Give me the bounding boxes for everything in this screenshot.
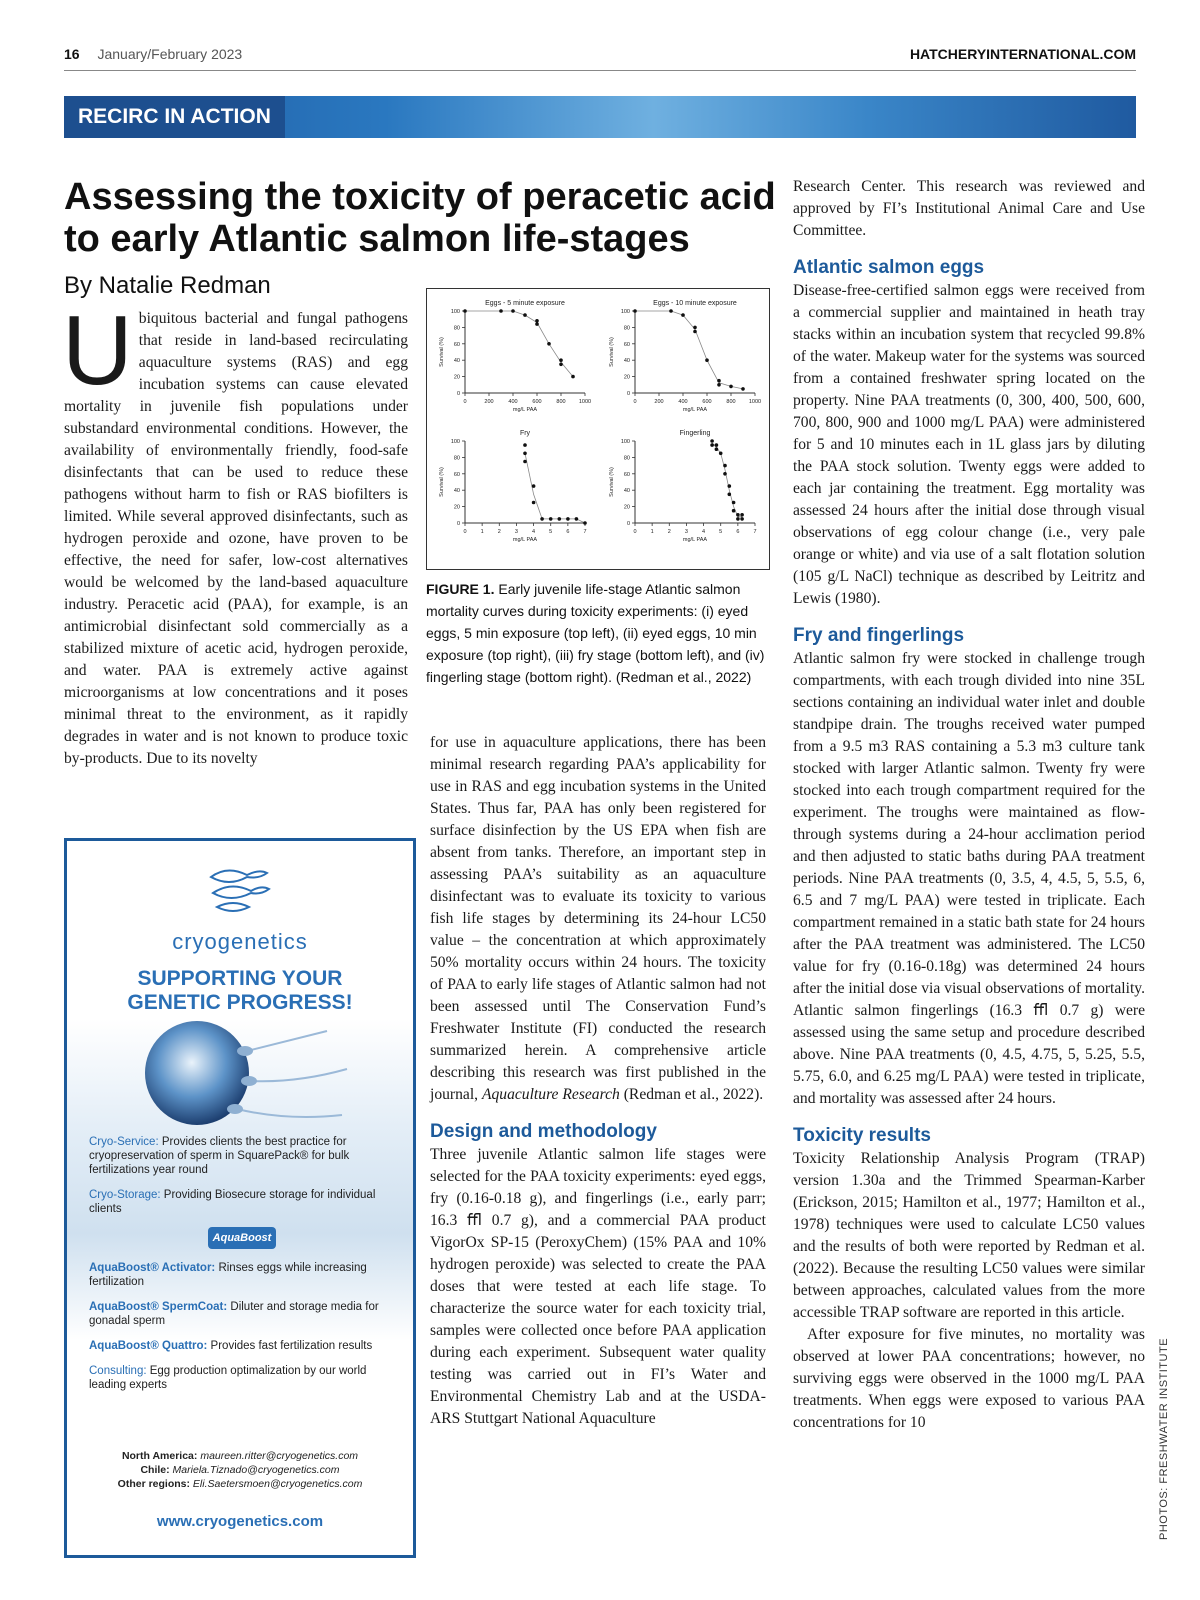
chart-title: Eggs - 5 minute exposure: [485, 300, 565, 307]
data-point: [710, 439, 714, 443]
caption-label: FIGURE 1.: [426, 581, 495, 597]
data-point: [558, 517, 562, 521]
ad-spermcoat: [89, 1300, 395, 1328]
y-tick-label: 20: [453, 374, 460, 381]
figure-caption: [426, 578, 776, 688]
data-point: [693, 326, 697, 330]
y-tick-label: 60: [623, 341, 630, 348]
y-tick-label: 60: [453, 471, 460, 478]
ad-headline-line-1: SUPPORTING YOUR: [137, 967, 343, 990]
data-point: [566, 517, 570, 521]
other-label: Other regions:: [117, 1478, 191, 1490]
col2-text: for use in aquaculture applications, there has been minimal research regarding PAA’s applicability for use in RAS and egg incubation systems in the United States. Thus far, PAA has only been registered for surface disinfection by the US EPA when fish are absent from tanks. Therefore, an important step in assessing PAA’s suitability as an aquaculture disinfectant was to evaluate its toxicity to various fish life stages by determining its 24-hour LC50 value – the concentration at which approximately 50% mortality occurs within 24 hours. The toxicity of PAA to early life stages of Atlantic salmon had not been assessed until The Conservation Fund’s Freshwater Institute (FI) conducted the research summarized herein. A comprehensive article describing this research was first published in the journal,: [430, 734, 766, 1103]
x-tick-label: 200: [484, 399, 494, 405]
x-tick-label: 2: [667, 529, 671, 535]
data-point: [728, 484, 732, 488]
y-tick-label: 20: [623, 374, 630, 381]
data-point: [633, 309, 637, 313]
data-point: [559, 358, 563, 362]
ad-cryo-storage: [89, 1188, 395, 1216]
section-banner: [64, 96, 1136, 138]
x-tick-label: 800: [726, 399, 736, 405]
chart-title: Eggs - 10 minute exposure: [653, 300, 737, 307]
data-point: [523, 313, 527, 317]
cryo-service-text: Provides clients the best practice for cryopreservation of sperm in SquarePack® for bulk fertilizations year round: [89, 1136, 350, 1176]
activator-label: AquaBoost® Activator:: [89, 1262, 216, 1274]
y-tick-label: 40: [623, 488, 630, 495]
data-point: [523, 443, 527, 447]
x-tick-label: 0: [463, 529, 467, 535]
x-tick-label: 0: [463, 399, 467, 405]
data-point: [717, 383, 721, 387]
data-point: [540, 517, 544, 521]
ad-quattro: [89, 1339, 395, 1353]
col3-continuation: Research Center. This research was reviewed and approved by FI’s Institutional Animal Care and Use Committee.: [793, 178, 1145, 239]
journal-name: Aquaculture Research: [481, 1086, 620, 1103]
fry-paragraph: Atlantic salmon fry were stocked in challenge trough compartments, with each trough divided into nine 35L sections containing an individual water inlet and double standpipe drain. The troughs received water pumped from a 9.5 m3 RAS containing a 5.3 m3 culture tank stocked with larger Atlantic salmon. Twenty fry were stocked into each trough compartment required for the experiment. The troughs were maintained as flow-through systems during a 24-hour acclimation period and then adjusted to static baths during PAA treatment periods. Nine PAA treatments (0, 3.5, 4, 4.5, 5, 5.5, 6, 6.5 and 7 mg/L PAA) were tested in triplicate. Each compartment remained in a static bath state for 24 hours after the PAA treatment was administered. The LC50 value for fry (0.16-0.18g) was determined 24 hours after the initial dose via visual observations of mortality. Atlantic salmon fingerlings (16.3 ﬄ 0.7 g) were assessed using the same setup and procedure described above. Nine PAA treatments (0, 4.5, 4.75, 5, 5.25, 5.5, 5.75, 6.0, and 6.25 mg/L PAA) were tested in triplicate, and mortality was assessed after 24 hours.: [793, 650, 1145, 1107]
data-point: [732, 509, 736, 513]
contact-north-america: [67, 1449, 413, 1463]
quattro-text: Provides fast fertilization results: [207, 1340, 373, 1352]
y-tick-label: 100: [450, 439, 460, 445]
design-paragraph: Three juvenile Atlantic salmon life stages were selected for the PAA toxicity experiments: eyed eggs, fry (0.16-0.18 g), and fingerlings (i.e., early parr; 16.3 ﬄ 0.7 g), and a commercial PAA product VigorOx SP-15 (PeroxyChem) (15% PAA and 10% hydrogen peroxide) was selected to create the PAA doses that were tested at each life stage. To characterize the source water for each toxicity trial, samples were collected once before PAA application during each experiment. Subsequent water quality testing was carried out in FI’s Water and Environmental Chemistry Lab and at the USDA-ARS Stuttgart National Aquaculture: [430, 1146, 766, 1427]
x-axis-label: mg/L PAA: [682, 407, 708, 413]
ad-cryo-service: [89, 1135, 395, 1177]
y-tick-label: 20: [623, 504, 630, 511]
aquaboost-badge: AquaBoost: [208, 1227, 276, 1249]
x-tick-label: 600: [532, 399, 542, 405]
y-tick-label: 80: [623, 325, 630, 332]
spermcoat-text: Diluter and storage media for gonadal sperm: [89, 1301, 379, 1327]
y-axis-label: Survival (%): [609, 467, 615, 497]
ad-url[interactable]: www.cryogenetics.com: [156, 1513, 324, 1530]
y-tick-label: 40: [623, 358, 630, 365]
ad-logo-text: cryogenetics: [172, 929, 308, 954]
data-point: [575, 517, 579, 521]
intro-text: biquitous bacterial and fungal pathogens that reside in land-based recirculating aquaculture systems (RAS) and egg incubation systems can cause elevated mortality in juvenile fish populations under substandard environmental conditions. However, the availability of environmentally friendly, food-safe disinfectants that can be used to reduce these pathogens without harm to fish or RAS biofilters is limited. While several approved disinfectants, such as hydrogen peroxide and ozone, have proven to be effective, the need for safer, low-cost alternatives would be welcomed by the land-based aquaculture industry. Peracetic acid (PAA), for example, is an antimicrobial disinfectant sold commercially as a stabilized mixture of acetic acid, hydrogen peroxide, and water. PAA is extremely active against microorganisms at low concentrations and it poses minimal threat to the environment, as it rapidly degrades in water and is not known to produce toxic by-products. Due to its novelty: [64, 310, 408, 767]
data-point: [736, 513, 740, 517]
quattro-label: AquaBoost® Quattro:: [89, 1340, 208, 1352]
data-point: [463, 309, 467, 313]
data-point: [710, 443, 714, 447]
byline: By Natalie Redman: [64, 272, 271, 299]
figure-1: [426, 288, 770, 570]
fit-curve: [525, 453, 585, 523]
na-email[interactable]: maureen.ritter@cryogenetics.com: [197, 1450, 359, 1462]
cryogenetics-ad[interactable]: [64, 838, 416, 1558]
data-point: [499, 309, 503, 313]
contact-chile: [67, 1463, 413, 1477]
photo-credit: PHOTOS: FRESHWATER INSTITUTE: [1158, 1337, 1170, 1540]
y-tick-label: 0: [456, 521, 460, 527]
ad-headline: [67, 967, 413, 1015]
toxicity-paragraph-2: After exposure for five minutes, no mortality was observed at lower PAA concentrations; however, no surviving eggs were observed in the 1000 mg/L PAA treatments. When eggs were exposed to various PAA concentrations for 10: [793, 1326, 1145, 1431]
data-point: [532, 501, 536, 505]
x-tick-label: 5: [719, 529, 723, 535]
column-3: [793, 176, 1145, 1434]
data-point: [740, 517, 744, 521]
header-divider: [64, 70, 1136, 71]
other-email[interactable]: Eli.Saetersmoen@cryogenetics.com: [190, 1478, 363, 1490]
x-axis-label: mg/L PAA: [512, 407, 538, 413]
column-1: [62, 295, 408, 770]
x-tick-label: 3: [514, 529, 518, 535]
data-point: [729, 385, 733, 389]
data-point: [681, 313, 685, 317]
x-tick-label: 7: [583, 529, 587, 535]
x-tick-label: 400: [508, 399, 518, 405]
y-tick-label: 100: [620, 439, 630, 445]
data-point: [669, 309, 673, 313]
y-tick-label: 80: [453, 325, 460, 332]
page-number: 16: [64, 46, 80, 62]
eggs-heading: Atlantic salmon eggs: [793, 257, 985, 278]
data-point: [547, 342, 551, 346]
data-point: [571, 375, 575, 379]
y-tick-label: 20: [453, 504, 460, 511]
data-point: [511, 309, 515, 313]
y-tick-label: 60: [453, 341, 460, 348]
column-2: [430, 732, 766, 1430]
x-tick-label: 4: [702, 529, 706, 535]
y-tick-label: 40: [453, 358, 460, 365]
site-url[interactable]: HATCHERYINTERNATIONAL.COM: [909, 46, 1136, 62]
y-tick-label: 0: [626, 521, 630, 527]
ad-contacts: [67, 1449, 413, 1491]
data-point: [717, 379, 721, 383]
y-tick-label: 80: [623, 455, 630, 462]
data-point: [523, 452, 527, 456]
data-point: [741, 387, 745, 391]
y-tick-label: 100: [620, 309, 630, 315]
y-tick-label: 60: [623, 471, 630, 478]
fish-logo-icon: [207, 863, 273, 919]
x-axis-label: mg/L PAA: [682, 537, 708, 543]
cryo-storage-text: Providing Biosecure storage for individual clients: [89, 1189, 376, 1215]
activator-text: Rinses eggs while increasing fertilization: [89, 1262, 367, 1288]
x-tick-label: 200: [654, 399, 664, 405]
x-tick-label: 1000: [748, 399, 762, 405]
x-tick-label: 0: [633, 399, 637, 405]
data-point: [719, 452, 723, 456]
cryo-service-label: Cryo-Service:: [89, 1136, 159, 1148]
y-axis-label: Survival (%): [439, 337, 445, 367]
x-tick-label: 0: [633, 529, 637, 535]
page-header-left: [64, 46, 242, 62]
drop-cap: U: [62, 295, 133, 405]
data-point: [705, 358, 709, 362]
y-axis-label: Survival (%): [609, 337, 615, 367]
data-point: [732, 501, 736, 505]
data-point: [715, 447, 719, 451]
y-tick-label: 0: [626, 391, 630, 397]
x-tick-label: 3: [684, 529, 688, 535]
caption-text: Early juvenile life-stage Atlantic salmon mortality curves during toxicity experiments: (i) eyed eggs, 5 min exposure (top left), (ii) eyed eggs, 10 min exposure (top right), (iii) fry stage (bottom left), and (iv) fingerling stage (bottom right). (Redman et al., 2022): [426, 581, 765, 685]
data-point: [723, 464, 727, 468]
eggs-paragraph: Disease-free-certified salmon eggs were received from a commercial supplier and maintained in heath tray stacks within an incubation system that recycled 99.8% of the water. Makeup water for the systems was sourced from a contained freshwater spring located on the property. Nine PAA treatments (0, 300, 400, 500, 600, 700, 800, 900 and 1000 mg/L PAA) were administered for 5 and 10 minutes each in 1L glass jars by diluting the PAA stock solution. Twenty eggs were added to each jar containing the treatment. Egg mortality was assessed 24 hours after the initial dose through visual observations of egg colour change (i.e., very pale orange or white) and via use of a salt flotation solution (105 g/L NaCl) technique as described by Leitritz and Lewis (1980).: [793, 282, 1145, 607]
data-point: [693, 330, 697, 334]
egg-sperm-illustration: [127, 1011, 357, 1131]
cryo-storage-label: Cryo-Storage:: [89, 1189, 161, 1201]
spermcoat-label: AquaBoost® SpermCoat:: [89, 1301, 228, 1313]
chile-email[interactable]: Mariela.Tiznado@cryogenetics.com: [169, 1464, 340, 1476]
y-axis-label: Survival (%): [439, 467, 445, 497]
design-heading: Design and methodology: [430, 1121, 657, 1142]
chile-label: Chile:: [140, 1464, 170, 1476]
fit-curve: [465, 311, 573, 377]
x-tick-label: 400: [678, 399, 688, 405]
data-point: [559, 363, 563, 367]
x-tick-label: 600: [702, 399, 712, 405]
data-point: [715, 443, 719, 447]
intro-paragraph: [62, 295, 408, 770]
na-label: North America:: [121, 1450, 198, 1462]
section-tag: RECIRC IN ACTION: [64, 96, 285, 138]
data-point: [583, 521, 587, 525]
x-tick-label: 6: [736, 529, 740, 535]
data-point: [549, 517, 553, 521]
contact-other: [67, 1477, 413, 1491]
article-title: Assessing the toxicity of peracetic acid to early Atlantic salmon life-stages: [64, 176, 776, 260]
col2-citation: (Redman et al., 2022).: [619, 1086, 764, 1103]
issue-date: January/February 2023: [97, 46, 243, 62]
chart-title: Fry: [519, 430, 531, 437]
toxicity-heading: Toxicity results: [793, 1125, 931, 1146]
data-point: [535, 322, 539, 326]
x-tick-label: 7: [753, 529, 757, 535]
y-tick-label: 80: [453, 455, 460, 462]
x-axis-label: mg/L PAA: [512, 537, 538, 543]
y-tick-label: 40: [453, 488, 460, 495]
ad-activator: [89, 1261, 395, 1289]
toxicity-paragraph-1: Toxicity Relationship Analysis Program (TRAP) version 1.30a and the Trimmed Spearman-Karber (Erickson, 2015; Hamilton et al., 1977; Hamilton et al., 1978) techniques were used to calculate LC50 values and the results of both were reported by Redman et al. (2022). Because the resulting LC50 values were similar between approaches, calculated values from the more accessible TRAP software are reported in this article.: [793, 1150, 1145, 1321]
x-tick-label: 1000: [578, 399, 592, 405]
data-point: [728, 493, 732, 497]
ad-services: [89, 1135, 395, 1403]
consulting-text: Egg production optimalization by our world leading experts: [89, 1365, 367, 1391]
x-tick-label: 1: [650, 529, 654, 535]
fit-curve: [635, 311, 743, 389]
x-tick-label: 1: [480, 529, 484, 535]
y-tick-label: 0: [456, 391, 460, 397]
mortality-charts: [427, 289, 769, 569]
x-tick-label: 5: [549, 529, 553, 535]
x-tick-label: 800: [556, 399, 566, 405]
data-point: [535, 319, 539, 323]
ad-headline-line-2: GENETIC PROGRESS!: [127, 991, 353, 1014]
x-tick-label: 4: [532, 529, 536, 535]
data-point: [736, 517, 740, 521]
consulting-label: Consulting:: [89, 1365, 147, 1377]
fit-curve: [712, 443, 742, 517]
y-tick-label: 100: [450, 309, 460, 315]
x-tick-label: 6: [566, 529, 570, 535]
data-point: [723, 472, 727, 476]
data-point: [532, 484, 536, 488]
x-tick-label: 2: [497, 529, 501, 535]
fry-heading: Fry and fingerlings: [793, 625, 965, 646]
col2-paragraph: [430, 732, 766, 1106]
chart-title: Fingerling: [679, 430, 711, 437]
ad-consulting: [89, 1364, 395, 1392]
data-point: [523, 460, 527, 464]
data-point: [740, 513, 744, 517]
